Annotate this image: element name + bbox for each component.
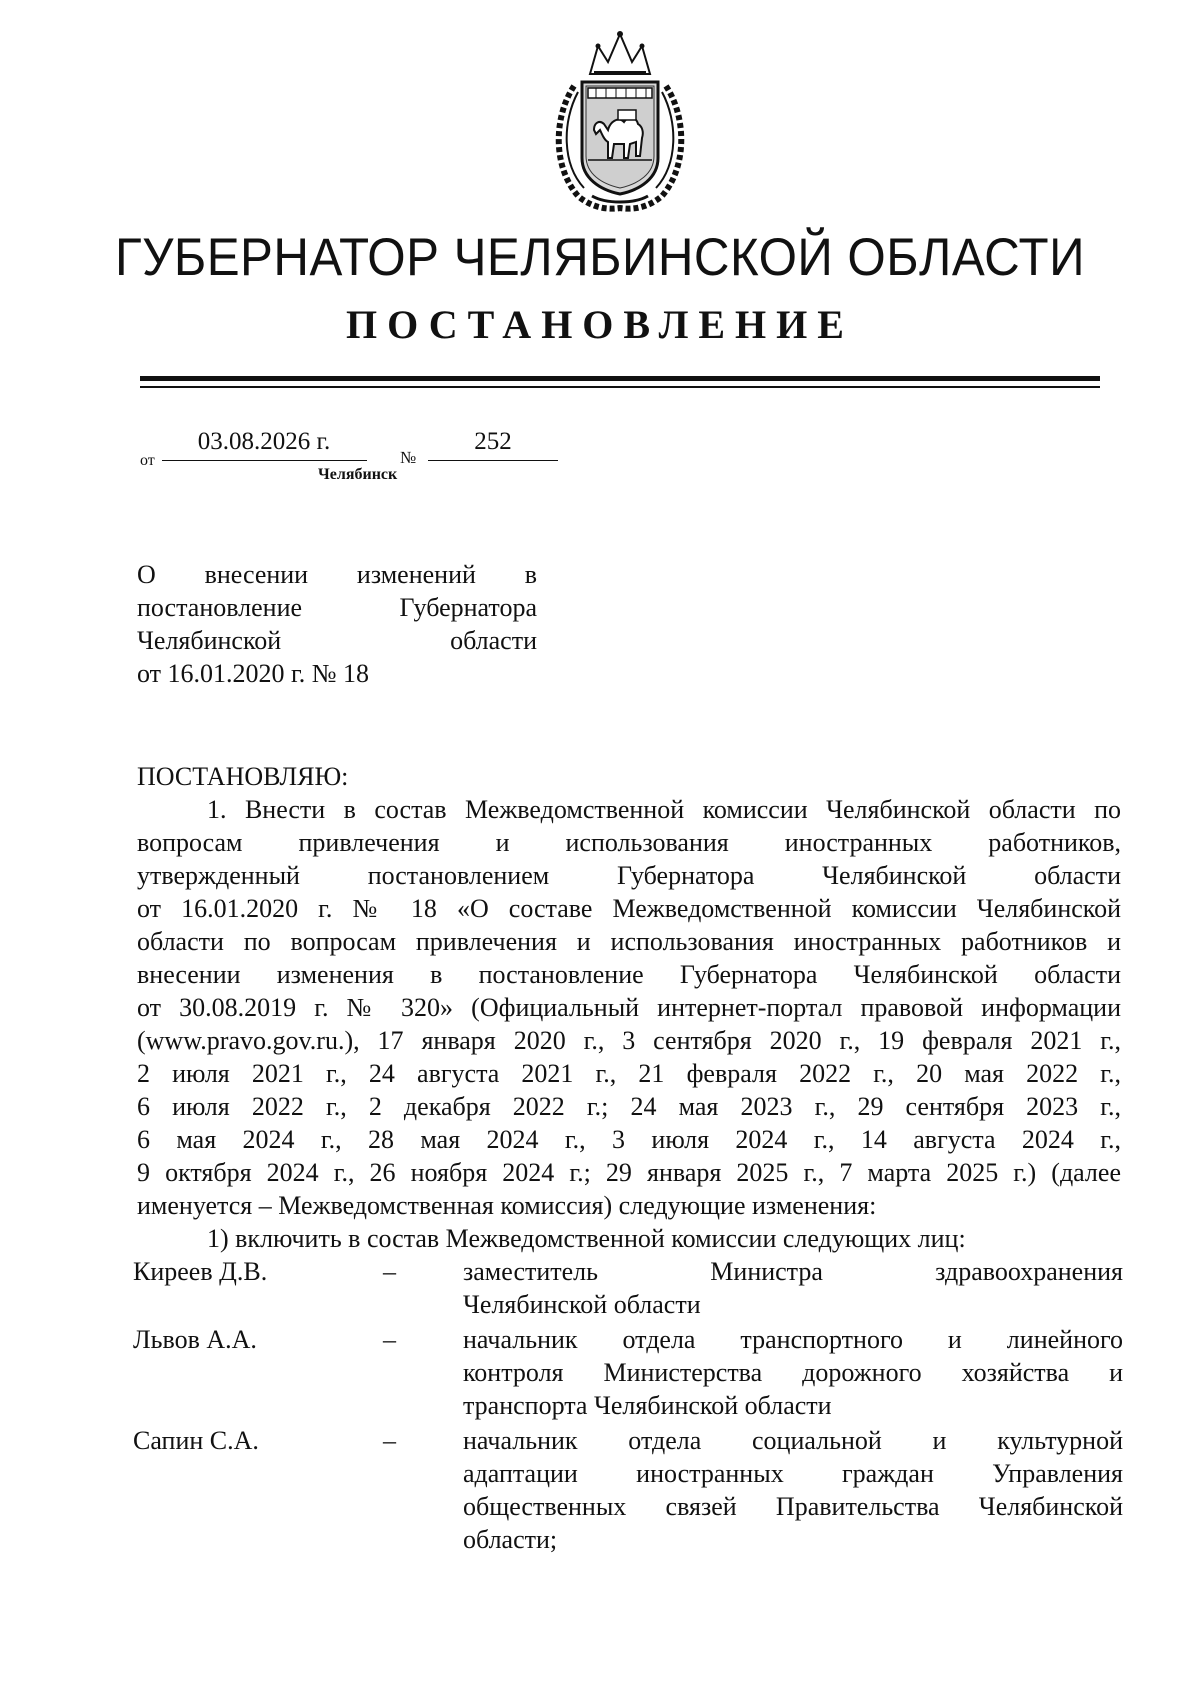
document-number: 252 (474, 428, 512, 455)
role-line: адаптации иностранных граждан Управления (463, 1459, 1123, 1488)
date-underline (162, 460, 367, 461)
subject-line: от 16.01.2020 г. № 18 (137, 659, 370, 688)
role-line: заместитель Министра здравоохранения (463, 1257, 1123, 1286)
document-subject (137, 558, 537, 690)
number-underline (428, 460, 558, 461)
paragraph-line: области по вопросам привлечения и использования иностранных работников и (137, 927, 1121, 956)
paragraph-line: от 30.08.2019 г. № 320» (Официальный интернет-портал правовой информации (137, 993, 1121, 1022)
date-label: от (140, 452, 155, 469)
item-1-heading: 1) включить в состав Межведомственной комиссии следующих лиц: (207, 1224, 966, 1253)
role-line: начальник отдела социальной и культурной (463, 1426, 1123, 1455)
paragraph-line: утвержденный постановлением Губернатора Челябинской области (137, 861, 1121, 890)
subject-line: Челябинской области (137, 626, 537, 655)
paragraph-line: 9 октября 2024 г., 26 ноября 2024 г.; 29 января 2025 г., 7 марта 2025 г.) (далее (137, 1158, 1121, 1187)
header-divider-thin (140, 386, 1100, 388)
role-line: области; (463, 1525, 558, 1554)
member-dash: – (383, 1325, 396, 1354)
paragraph-line: внесении изменения в постановление Губернатора Челябинской области (137, 960, 1121, 989)
role-line: Челябинской области (463, 1290, 701, 1319)
document-type: ПОСТАНОВЛЕНИЕ (346, 302, 854, 347)
role-line: общественных связей Правительства Челябинской (463, 1492, 1123, 1521)
paragraph-line: 6 июля 2022 г., 2 декабря 2022 г.; 24 мая 2023 г., 29 сентября 2023 г., (137, 1092, 1121, 1121)
member-role (463, 1424, 1123, 1556)
member-dash: – (383, 1257, 396, 1286)
paragraph-line: 2 июля 2021 г., 24 августа 2021 г., 21 февраля 2022 г., 20 мая 2022 г., (137, 1059, 1121, 1088)
header-divider-thick (140, 376, 1100, 381)
paragraph-line: 1. Внести в состав Межведомственной комиссии Челябинской области по (207, 795, 1121, 824)
paragraph-line: от 16.01.2020 г. № 18 «О составе Межведомственной комиссии Челябинской (137, 894, 1121, 923)
subject-line: О внесении изменений в (137, 560, 537, 589)
subject-line: постановление Губернатора (137, 593, 537, 622)
paragraph-line: именуется – Межведомственная комиссия) следующие изменения: (137, 1191, 877, 1220)
role-line: транспорта Челябинской области (463, 1391, 832, 1420)
member-name: Львов А.А. (133, 1325, 257, 1354)
member-name: Киреев Д.В. (133, 1257, 268, 1286)
member-role (463, 1255, 1123, 1321)
member-name: Сапин С.А. (133, 1426, 259, 1455)
role-line: контроля Министерства дорожного хозяйства и (463, 1358, 1123, 1387)
number-label: № (400, 448, 417, 467)
paragraph-1 (137, 793, 1121, 1222)
member-role (463, 1323, 1123, 1422)
document-city: Челябинск (318, 466, 398, 483)
authority-title: ГУБЕРНАТОР ЧЕЛЯБИНСКОЙ ОБЛАСТИ (114, 228, 1086, 287)
role-line: начальник отдела транспортного и линейного (463, 1325, 1123, 1354)
resolve-heading: ПОСТАНОВЛЯЮ: (137, 762, 349, 791)
paragraph-line: 6 мая 2024 г., 28 мая 2024 г., 3 июля 2024 г., 14 августа 2024 г., (137, 1125, 1121, 1154)
member-dash: – (383, 1426, 396, 1455)
paragraph-line: (www.pravo.gov.ru.), 17 января 2020 г., 3 сентября 2020 г., 19 февраля 2021 г., (137, 1026, 1121, 1055)
paragraph-line: вопросам привлечения и использования иностранных работников, (137, 828, 1121, 857)
chelyabinsk-coat-of-arms-icon (548, 26, 692, 212)
document-date: 03.08.2026 г. (197, 428, 331, 455)
